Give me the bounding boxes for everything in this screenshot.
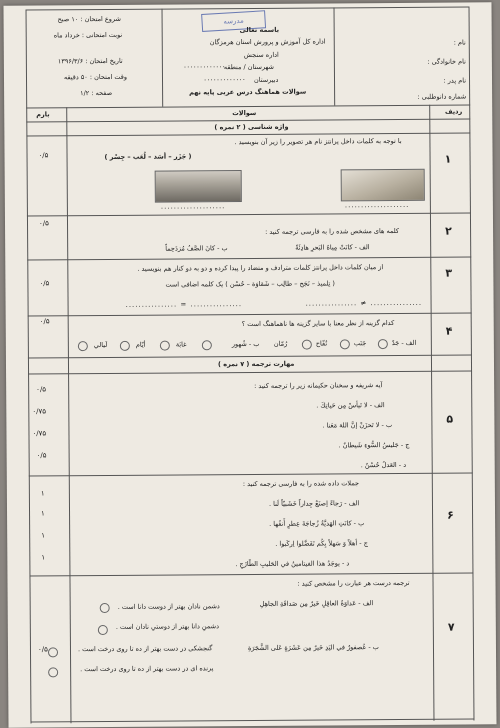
page-label: صفحه : ۱/۲ [80,88,113,98]
q1-text: با توجه به کلمات داخل پرانتز نام هر تصویر را زیر آن بنویسید . [234,136,402,147]
row-column-line [429,105,434,721]
q7-radio-a2[interactable] [98,625,108,635]
q5-score-d: ۰/۵ [36,451,47,460]
lion-image [341,169,425,202]
q4-option-a3: رُمّان [273,339,288,348]
q6-bottom-line [29,572,473,576]
q6-score-c: ۱ [41,531,45,540]
q1-words: ( جَزَر – أسَد – لُعَب – جِسْر ) [104,152,192,162]
section-vocab-title: واژه شناسی ( ۲ نمره ) [214,122,289,132]
q2-number: ۲ [445,224,452,238]
q5-score-a: ۰/۵ [36,385,47,394]
q5-text: آیه شریفه و سخنان حکیمانه زیر را ترجمه کنید : [254,381,383,390]
q5-score-c: ۰/۷۵ [32,429,47,438]
exam-paper [3,2,496,727]
q4-option-b3: لَيالي [93,340,108,350]
city-line: شهرستان / منطقه [223,62,275,72]
bridge-image [155,170,242,203]
q7-radio-b2[interactable] [48,667,58,677]
q4-line-b: ب - شُهور [231,339,260,349]
q5-line-c: ج - جَليسُ السُّوءِ شَيطانٌ . [338,440,410,450]
table-left-border [26,10,32,724]
q7-radio-a1[interactable] [100,603,110,613]
q6-score-b: ۱ [41,509,45,518]
table-header-line [26,118,470,122]
col-row-header: ردیف [444,107,463,116]
q7-option-b1: گنجشکی در دست بهتر از ده تا روی درخت است . [77,644,213,654]
session-label: نوبت امتحانی : خرداد ماه [53,30,123,40]
school-stamp: مدرسه [201,10,266,32]
q1-bottom-line [27,212,471,216]
section-translation-title: مهارت ترجمه ( ۷ نمره ) [217,359,295,369]
city-blank: ............. [183,61,226,70]
q7-radio-b1[interactable] [48,647,58,657]
q6-score-a: ۱ [40,489,45,498]
q6-number: ۶ [447,508,454,522]
q7-text: ترجمه درست هر عبارت را مشخص کنید : [297,578,410,588]
q2-bottom-line [27,256,471,260]
q4-option-b2: أيّام [135,340,146,349]
org-line-1: اداره کل آموزش و پرورش استان هرمزگان [209,37,326,47]
header-top-border [26,6,470,10]
bismillah: باسمه تعالی [239,25,280,35]
col-questions-header: سوالات [232,108,257,118]
q5-line-b: ب - لا تَحزَنْ إنَّ اللهَ مَعَنا . [322,421,393,430]
q6-line-d: د - يوجَدُ هذا الفيتامينُ في الحَليبِ الطّازَجِ . [235,559,350,569]
q6-text: جملات داده شده را به فارسی ترجمه کنید : [242,479,360,489]
q3-bottom-line [28,312,472,316]
q1-score: ۰/۵ [38,151,49,160]
col-score-header: بارم [36,110,50,119]
father-label: نام پدر : [443,76,467,85]
q4-radio-a1[interactable] [378,339,388,349]
q4-bottom-line [28,354,472,358]
name-label: نام : [453,38,466,47]
q4-option-a1: جَنَب [353,339,367,348]
q1-blank-2: .................... [344,200,410,210]
date-label: تاریخ امتحان : ۱۳۹۶/۳/۶ [57,56,123,66]
q5-line-a: الف - لا تَيأسْ مِن حَياتِكَ . [316,401,385,410]
q7-line-b: ب - عُصفورٌ في اليَدِ خَيرٌ مِن عَشَرَةٍ عَلى الشَّجَرَةِ [247,643,379,653]
q7-option-b2: پرنده ای در دست بهتر از ده تا روی درخت است . [80,664,214,674]
exam-title: سوالات هماهنگ درس عربی پایه نهم [189,87,307,97]
q7-option-a2: دشمنِ دانا بهتر از دوستیِ نادان است . [115,622,219,631]
score-column-line [66,107,71,723]
q2-line-a: الف - كانَتْ مِياهُ البَحرِ هادِئَةً [295,243,370,252]
q5-number: ۵ [446,412,454,426]
time-label: وقت امتحان : ۵۰ دقیقه [63,72,128,82]
q4-option-a2: تُفّاح [315,339,328,348]
q5-line-d: د - العَدلُ حُسْنٌ . [360,460,407,470]
header-divider-right [334,7,336,105]
student-no-label: شماره دانوطلبی : [417,92,467,101]
school-blank: ............. [203,74,246,83]
q6-score-d: ۱ [41,553,46,562]
q3-text: از میان کلمات داخل پرانتز کلمات مترادف و متضاد را پیدا کرده و دو به دو کنار هم بنویسید . [137,263,384,273]
q7-option-a1: دشمن نادان بهتر از دوست دانا است . [117,602,220,611]
q2-score: ۰/۵ [38,219,49,228]
q4-number: ۴ [445,324,453,338]
q3-blank-2: ................ = ................ [125,300,243,309]
q6-line-a: الف - رَجاءً اِصنَعْ جِداراً خَشَبيّاً لَنا . [268,499,360,508]
q4-score: ۰/۵ [39,317,50,326]
section-vocab-line [26,132,470,136]
q4-radio-b2[interactable] [160,341,170,351]
q4-radio-b3[interactable] [120,341,130,351]
header-divider-left [162,9,164,107]
start-label: شروع امتحان : ۱۰ صبح [57,14,121,24]
q2-line-b: ب - كانَ الصَّفُ مُزدَحِماً [165,244,228,253]
q3-blank-1: ................ ≠ ................ [305,298,423,308]
q2-text: کلمه های مشخص شده را به فارسی ترجمه کنید : [265,226,399,236]
table-top-line [26,104,470,108]
q6-line-c: ج - أهلاً وَ سَهلاً بِكُم تَفَضَّلوا اِركَبوا . [275,539,368,548]
q3-words: ( تِلمیذ – نَجَح – طالِب – شَقاوَة – حُسْن ) یک کلمه اضافی است [165,279,335,289]
q1-blank-1: .................... [160,202,226,211]
family-label: نام خانوادگی : [427,57,466,66]
q4-radio-a3[interactable] [302,340,312,350]
q4-line-a: الف - جَدّ [391,338,417,348]
q4-text: کدام گزینه از نظر معنا با سایر گزینه ها ناهماهنگ است ؟ [241,318,395,329]
q7-line-a: الف - عَداوَةُ العاقِلِ خَيرٌ مِن صَداقَةِ الجاهِلِ [259,599,374,608]
q6-line-b: ب - كانَتِ الهَديَّةُ زُجاجَةَ عِطرٍ أَنفُها . [269,519,365,528]
q1-number: ۱ [444,152,452,166]
section-translation-line [28,370,472,374]
q4-radio-b4[interactable] [78,341,88,351]
q4-radio-a2[interactable] [340,339,350,349]
table-right-border [469,6,475,720]
q4-option-b1: غابَة [175,340,187,349]
org-line-2: اداره سنجش [243,50,279,60]
q7-number: ۷ [447,620,455,634]
q3-score: ۰/۵ [39,279,50,288]
school-line: دبیرستان [253,75,279,84]
q7-score: ۰/۵ [37,645,48,654]
table-bottom-line [30,718,474,722]
q3-number: ۳ [445,266,453,280]
q5-bottom-line [29,472,473,476]
q5-score-b: ۰/۷۵ [32,407,46,416]
q4-radio-b1[interactable] [202,340,212,350]
